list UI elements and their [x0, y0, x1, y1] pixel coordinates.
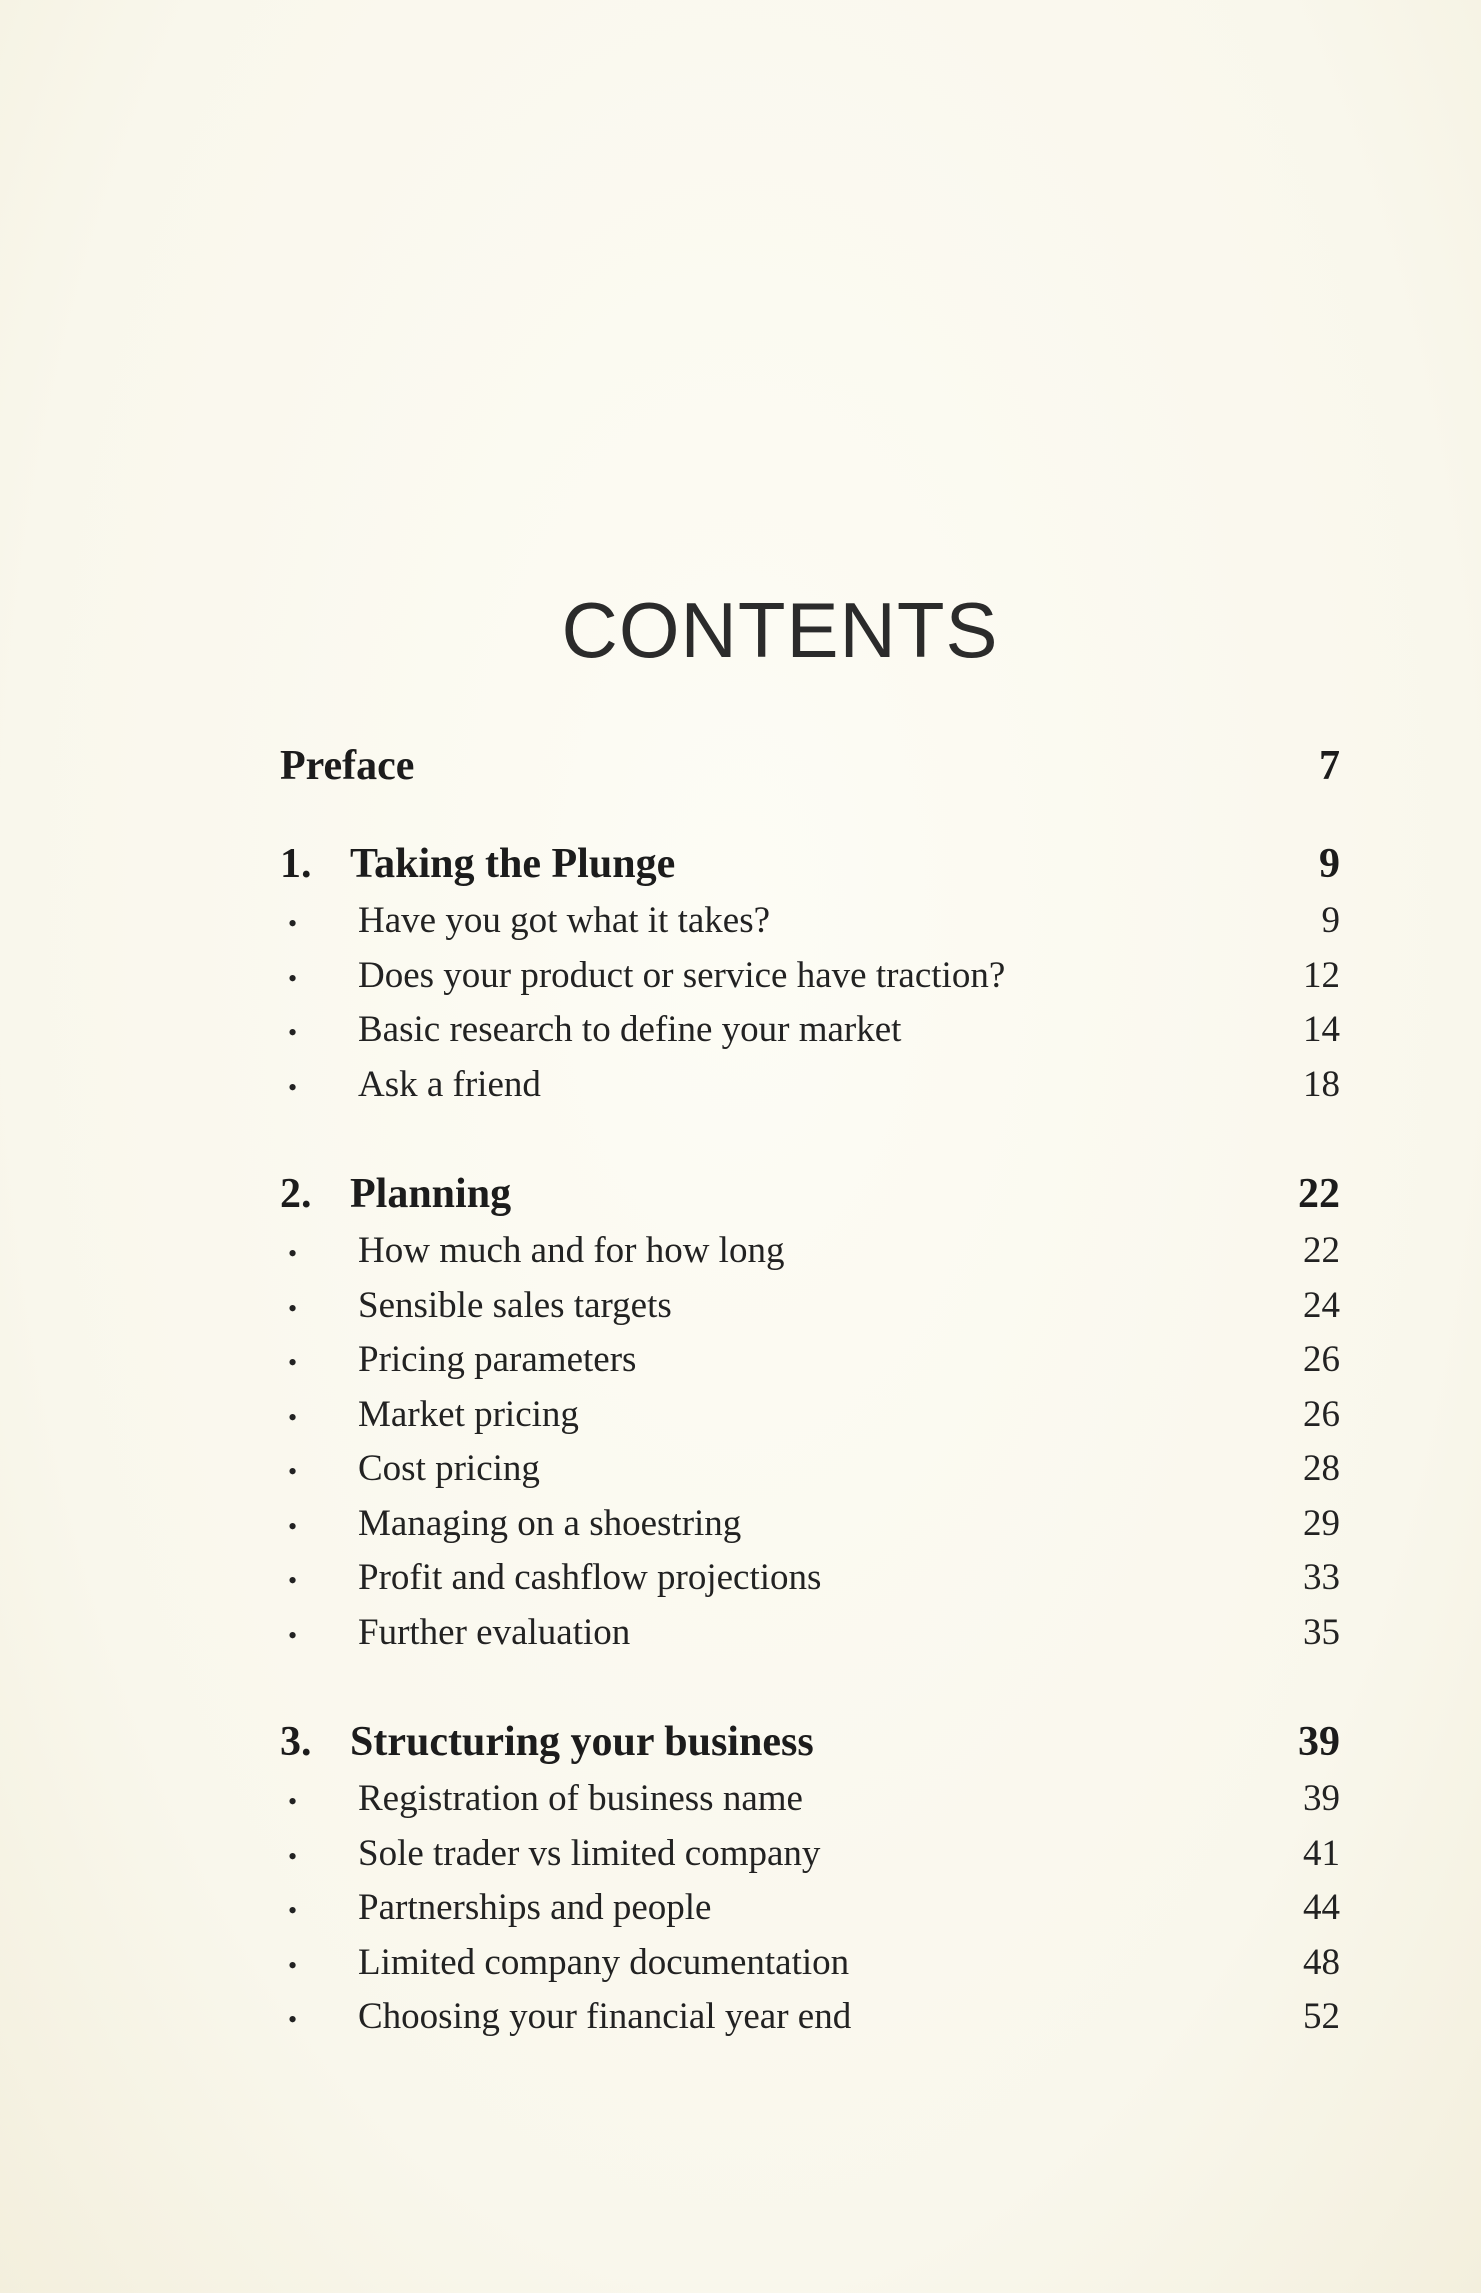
chapter-number: 3. [280, 1719, 312, 1765]
bullet-icon: • [288, 1566, 298, 1595]
toc-chapter-heading [280, 1164, 1340, 1224]
page-title: CONTENTS [561, 586, 999, 674]
bullet-icon: • [288, 963, 298, 993]
entry-page-number: 33 [1303, 1557, 1340, 1598]
entry-label: Sensible sales targets [358, 1284, 672, 1326]
entry-page-number: 29 [1303, 1502, 1340, 1544]
toc-entry [280, 1497, 1340, 1552]
preface-label: Preface [280, 743, 415, 789]
entry-page-number: 22 [1303, 1230, 1340, 1271]
toc-entry [280, 1442, 1340, 1497]
chapter-title: Planning [350, 1171, 512, 1217]
entry-label: Ask a friend [358, 1063, 541, 1105]
bullet-icon: • [288, 2005, 298, 2034]
entry-page-number: 12 [1303, 954, 1340, 996]
toc-entry [280, 1551, 1340, 1606]
chapter-page-number: 39 [1298, 1719, 1340, 1765]
table-of-contents [280, 728, 1340, 2045]
entry-page-number: 44 [1303, 1887, 1340, 1928]
toc-chapter-heading [280, 834, 1340, 894]
bullet-icon: • [288, 1457, 298, 1486]
entry-label: Pricing parameters [358, 1339, 637, 1380]
toc-entry [280, 1772, 1340, 1827]
entry-label: Basic research to define your market [358, 1009, 902, 1050]
toc-chapter-section [280, 1712, 1340, 2045]
bullet-icon: • [288, 1293, 298, 1323]
chapter-title-group [280, 1712, 1260, 1772]
bullet-icon: • [288, 1950, 298, 1980]
toc-entry [280, 1827, 1340, 1882]
toc-entry [280, 1058, 1340, 1113]
chapter-page-number: 22 [1298, 1171, 1340, 1217]
bullet-icon: • [288, 1787, 298, 1816]
preface-page-number: 7 [1319, 743, 1340, 789]
toc-entry [280, 1990, 1340, 2045]
entry-page-number: 48 [1303, 1941, 1340, 1983]
chapter-title: Structuring your business [350, 1719, 814, 1765]
chapter-page-number: 9 [1319, 841, 1340, 887]
chapter-title: Taking the Plunge [350, 841, 676, 887]
entry-page-number: 28 [1303, 1448, 1340, 1489]
entry-page-number: 14 [1303, 1009, 1340, 1050]
bullet-icon: • [288, 909, 298, 938]
toc-entry [280, 1936, 1340, 1991]
toc-entry [280, 1881, 1340, 1936]
chapter-title-group [280, 834, 1260, 894]
toc-entry [280, 1333, 1340, 1388]
toc-chapter-section [280, 1164, 1340, 1660]
toc-entry [280, 894, 1340, 949]
toc-preface [280, 728, 1340, 804]
toc-entry [280, 1003, 1340, 1058]
entry-label: Further evaluation [358, 1611, 631, 1653]
toc-chapter-section [280, 834, 1340, 1112]
entry-page-number: 35 [1303, 1611, 1340, 1653]
toc-chapter-heading [280, 1712, 1340, 1772]
entry-page-number: 41 [1303, 1832, 1340, 1874]
entry-label: Sole trader vs limited company [358, 1832, 821, 1874]
entry-label: Partnerships and people [358, 1887, 712, 1928]
entry-label: Have you got what it takes? [358, 900, 771, 941]
chapter-number: 1. [280, 841, 312, 887]
entry-page-number: 9 [1321, 900, 1340, 941]
entry-page-number: 26 [1303, 1393, 1340, 1435]
entry-label: Registration of business name [358, 1778, 803, 1819]
entry-label: Limited company documentation [358, 1941, 850, 1983]
entry-label: Does your product or service have traction? [358, 954, 1006, 996]
entry-label: How much and for how long [358, 1230, 785, 1271]
bullet-icon: • [288, 1018, 298, 1047]
bullet-icon: • [288, 1072, 298, 1102]
toc-entry [280, 1388, 1340, 1443]
entry-page-number: 26 [1303, 1339, 1340, 1380]
chapter-number: 2. [280, 1171, 312, 1217]
bullet-icon: • [288, 1841, 298, 1871]
toc-entry [280, 1279, 1340, 1334]
toc-entry [280, 949, 1340, 1004]
bullet-icon: • [288, 1239, 298, 1268]
bullet-icon: • [288, 1896, 298, 1925]
toc-entry [280, 1224, 1340, 1279]
entry-page-number: 52 [1303, 1996, 1340, 2037]
entry-page-number: 24 [1303, 1284, 1340, 1326]
entry-page-number: 18 [1303, 1063, 1340, 1105]
bullet-icon: • [288, 1402, 298, 1432]
entry-label: Choosing your financial year end [358, 1996, 852, 2037]
entry-page-number: 39 [1303, 1778, 1340, 1819]
entry-label: Profit and cashflow projections [358, 1557, 822, 1598]
bullet-icon: • [288, 1511, 298, 1541]
entry-label: Managing on a shoestring [358, 1502, 742, 1544]
chapter-list [280, 834, 1340, 2045]
bullet-icon: • [288, 1620, 298, 1650]
toc-entry [280, 1606, 1340, 1661]
entry-label: Market pricing [358, 1393, 579, 1435]
entry-label: Cost pricing [358, 1448, 540, 1489]
bullet-icon: • [288, 1348, 298, 1377]
chapter-title-group [280, 1164, 1260, 1224]
